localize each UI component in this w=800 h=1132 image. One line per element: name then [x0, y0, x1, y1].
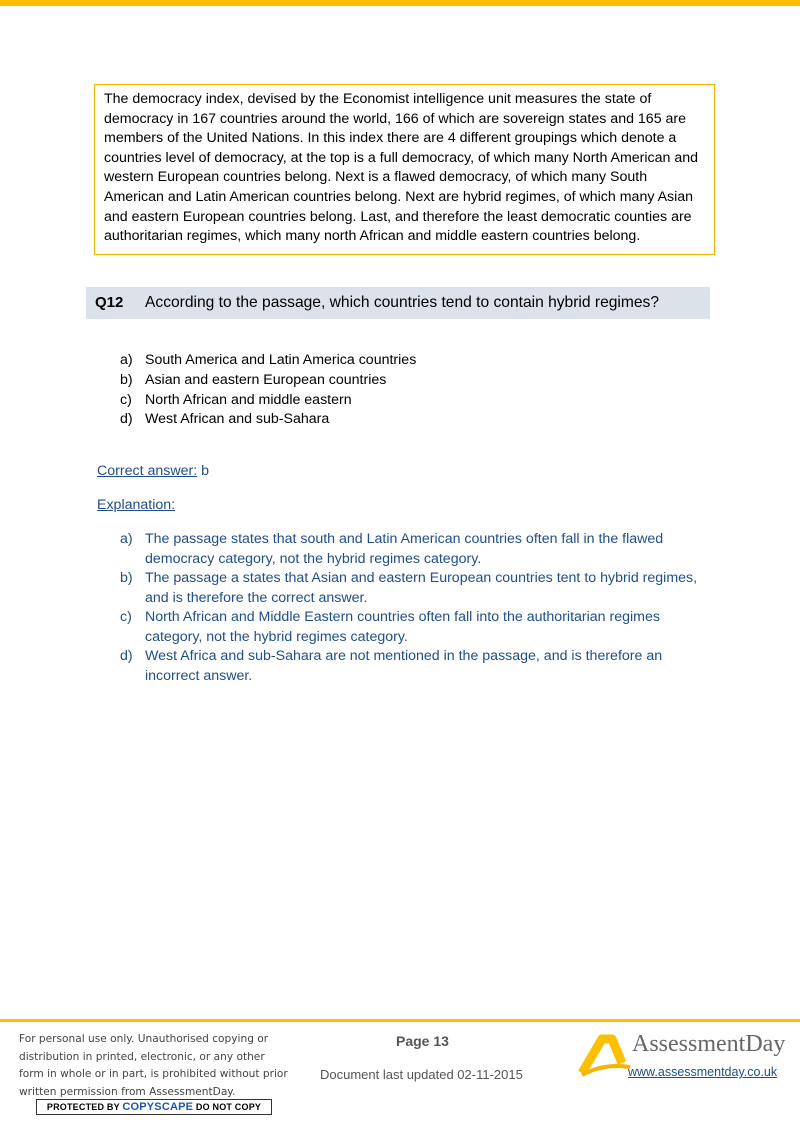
explanation-item-a: [120, 530, 700, 569]
option-text: West African and sub-Sahara: [145, 411, 330, 428]
explanation-text: West Africa and sub-Sahara are not mentioned in the passage, and is therefore an incorrect answer.: [145, 648, 663, 684]
option-d: [120, 410, 416, 430]
explanation-letter: d): [120, 648, 133, 664]
explanation-heading: Explanation:: [97, 497, 176, 513]
correct-answer-value: b: [197, 463, 209, 479]
copyscape-prefix: PROTECTED BY: [46, 1102, 123, 1112]
option-a: [120, 351, 416, 371]
option-letter: b): [120, 371, 133, 388]
option-letter: d): [120, 411, 133, 428]
option-b: [120, 371, 416, 391]
explanation-letter: b): [120, 570, 133, 586]
correct-answer: [97, 463, 209, 479]
correct-answer-label: Correct answer:: [97, 463, 198, 479]
option-text: South America and Latin America countries: [145, 352, 417, 368]
footer-divider: [0, 1019, 800, 1022]
explanation-letter: a): [120, 531, 133, 547]
top-accent-bar: [0, 0, 800, 6]
option-c: [120, 391, 416, 411]
option-letter: a): [120, 352, 133, 368]
copyright-notice: For personal use only. Unauthorised copying or distribution in printed, electronic, or any other form in whole or in part, is prohibited without prior written permission from AssessmentDay.: [19, 1033, 288, 1098]
option-text: North African and middle eastern: [145, 391, 352, 408]
passage-box: [94, 84, 715, 255]
explanation-item-b: [120, 569, 700, 608]
explanation-letter: c): [120, 609, 132, 625]
option-letter: c): [120, 391, 132, 408]
page-number: Page 13: [396, 1033, 449, 1049]
explanation-text: The passage a states that Asian and eastern European countries tent to hybrid regimes, and is therefore the correct answer.: [145, 570, 698, 606]
copyscape-brand: COPYSCAPE: [122, 1101, 194, 1113]
option-text: Asian and eastern European countries: [145, 371, 387, 388]
copyscape-badge[interactable]: [36, 1099, 272, 1115]
document-updated-date: Document last updated 02-11-2015: [320, 1067, 523, 1082]
question-number: Q12: [95, 294, 124, 311]
question-header: [86, 287, 710, 319]
explanation-text: The passage states that south and Latin American countries often fall in the flawed democracy category, not the hybrid regimes category.: [145, 531, 664, 567]
answer-options: [120, 351, 416, 430]
explanation-text: North African and Middle Eastern countries often fall into the authoritarian regimes category, not the hybrid regimes category.: [145, 609, 660, 645]
copyscape-suffix: DO NOT COPY: [193, 1102, 262, 1112]
passage-text: The democracy index, devised by the Economist intelligence unit measures the state of democracy in 167 countries around the world, 166 of which are sovereign states and 165 are members of the United Nations. In this index there are 4 different groupings which denote a countries level of democracy, at the top is a full democracy, of which many North American and western European countries belong. Next is a flawed democracy, of which many South American and Latin American countries belong. Next are hybrid regimes, of which many Asian and eastern European countries belong. Last, and therefore the least democratic counties are authoritarian regimes, which many north African and middle eastern countries belong.: [104, 91, 699, 245]
assessmentday-logo-icon: [578, 1033, 632, 1077]
brand-url-link[interactable]: www.assessmentday.co.uk: [628, 1065, 778, 1079]
brand-name: AssessmentDay: [632, 1031, 786, 1057]
explanation-item-c: [120, 608, 700, 647]
question-text: According to the passage, which countries tend to contain hybrid regimes?: [145, 294, 660, 311]
explanation-item-d: [120, 647, 700, 686]
explanation-list: [120, 530, 700, 686]
